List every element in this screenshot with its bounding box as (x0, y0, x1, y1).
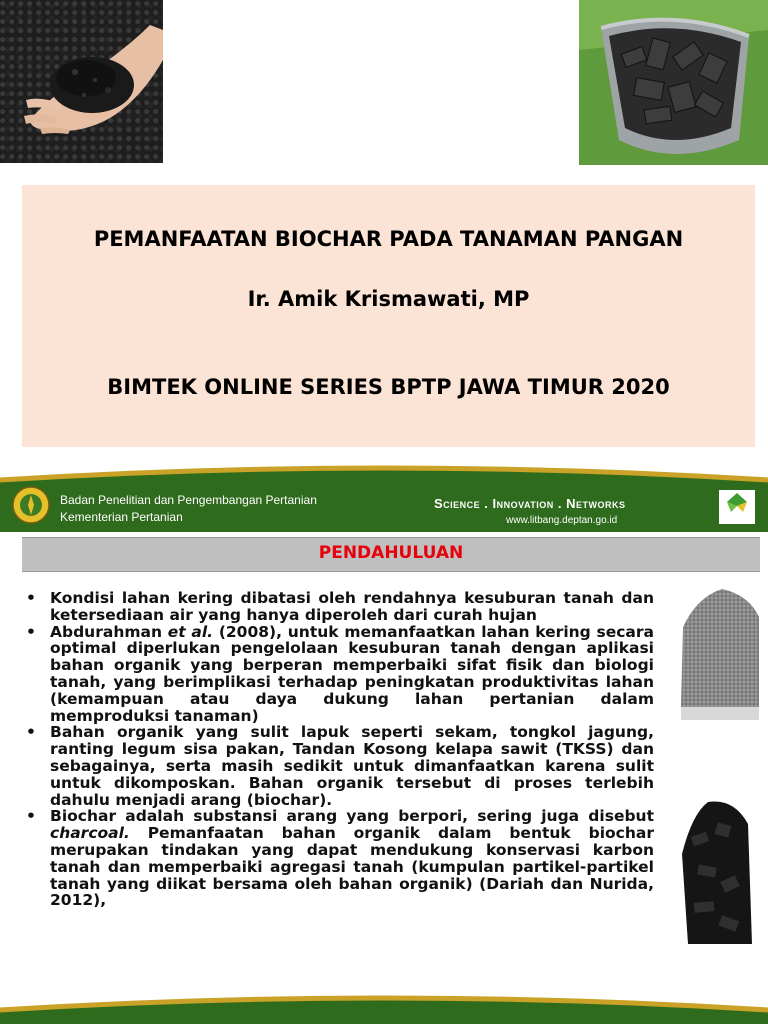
author-name: Ir. Amik Krismawati, MP (247, 287, 530, 311)
bullet-text-italic: charcoal. (50, 824, 130, 843)
kementan-logo-icon (12, 486, 50, 524)
bullet-icon: • (26, 723, 36, 742)
list-item (22, 624, 654, 725)
bullet-icon: • (26, 589, 36, 607)
bullet-text-pre: Abdurahman (50, 622, 168, 641)
website-url: www.litbang.deptan.go.id (506, 515, 618, 526)
charcoal-basket-photo (579, 0, 768, 165)
footer-banner (0, 462, 768, 532)
list-item (22, 590, 654, 624)
charcoal-pile-photo (678, 794, 756, 954)
list-item (22, 808, 654, 909)
title-box (22, 185, 755, 447)
bullet-text: Kondisi lahan kering dibatasi oleh rendahnya kesuburan tanah dan ketersediaan air yang hanya diperoleh dari curah hujan (50, 589, 654, 624)
bullet-text-post: (2008), untuk memanfaatkan lahan kering secara optimal diperlukan pengelolaan kesuburan tanah dengan aplikasi bahan organik yang berperan memperbaiki sifat fisik dan biologi tanah, yang berimplikasi terhadap peningkatan produktivitas lahan (kemampuan atau daya dukung lahan pertanian dalam memproduksi tanaman) (50, 622, 654, 725)
bullet-text: Bahan organik yang sulit lapuk seperti sekam, tongkol jagung, ranting legum sisa pakan, Tandan Kosong kelapa sawit (TKSS) dan sebagainya, serta masih sedikit untuk dimanfaatkan karena sulit untuk dikomposkan. Bahan organik tersebut di proses terlebih dahulu menjadi arang (biochar). (50, 723, 654, 809)
section-header (22, 537, 760, 572)
bullet-icon: • (26, 807, 36, 826)
org-line-1: Badan Penelitian dan Pengembangan Pertanian (60, 493, 317, 507)
bullet-text-italic: et al. (167, 622, 214, 641)
bullet-text-post: Pemanfaatan bahan organik dalam bentuk biochar merupakan tindakan yang dapat mendukung konservasi karbon tanah dan memperbaiki agregasi tanah (kumpulan partikel-partikel tanah yang diikat bersama oleh bahan organik) (Dariah dan Nurida, 2012), (50, 824, 654, 910)
presentation-title: PEMANFAATAN BIOCHAR PADA TANAMAN PANGAN (93, 227, 684, 251)
list-item (22, 724, 654, 808)
org-line-2: Kementerian Pertanian (60, 510, 183, 524)
bullet-text-pre: Biochar adalah substansi arang yang berpori, sering juga disebut (50, 807, 654, 826)
tagline: Science . Innovation . Networks (434, 496, 626, 511)
event-name: BIMTEK ONLINE SERIES BPTP JAWA TIMUR 2020 (107, 375, 670, 399)
biochar-in-hand-photo (0, 0, 163, 163)
bullet-list (22, 590, 654, 909)
bullet-icon: • (26, 622, 36, 641)
organization-name (60, 492, 317, 526)
section-title: PENDAHULUAN (318, 543, 464, 563)
agroinovasi-logo-icon (719, 490, 755, 524)
intro-slide (0, 532, 768, 1024)
footer-banner (0, 992, 768, 1024)
biochar-tube-photo (677, 587, 762, 720)
